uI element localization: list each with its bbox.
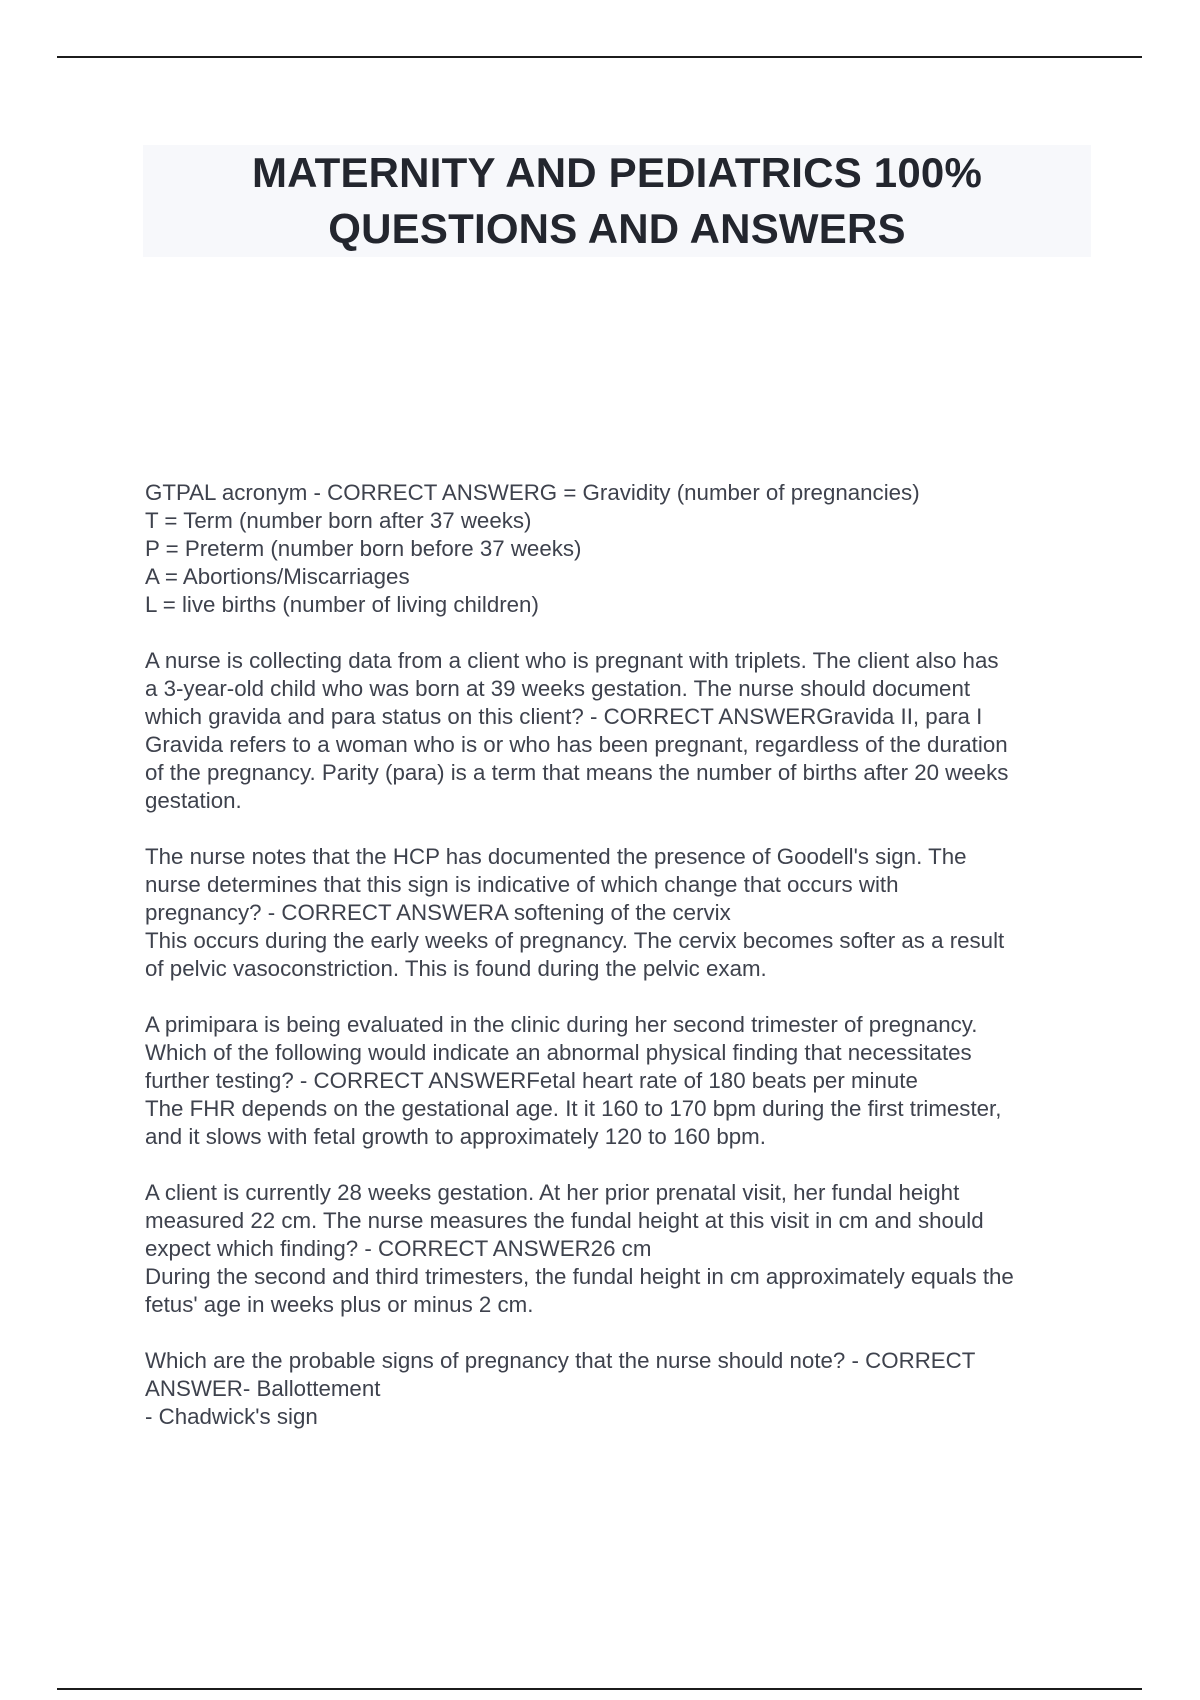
qa-line: pregnancy? - CORRECT ANSWERA softening of the cervix — [145, 900, 731, 925]
qa-line: A client is currently 28 weeks gestation. At her prior prenatal visit, her fundal height — [145, 1180, 960, 1205]
top-rule — [57, 56, 1142, 58]
qa-line: A nurse is collecting data from a client who is pregnant with triplets. The client also has — [145, 648, 999, 673]
qa-line: A = Abortions/Miscarriages — [145, 564, 410, 589]
document-title — [143, 145, 1091, 257]
qa-line: P = Preterm (number born before 37 weeks) — [145, 536, 582, 561]
qa-block-probable-signs — [145, 1347, 1095, 1431]
qa-line: L = live births (number of living children) — [145, 592, 539, 617]
qa-line: which gravida and para status on this client? - CORRECT ANSWERGravida II, para I — [145, 704, 983, 729]
qa-line: gestation. — [145, 788, 242, 813]
qa-line: The nurse notes that the HCP has documented the presence of Goodell's sign. The — [145, 844, 967, 869]
qa-line: a 3-year-old child who was born at 39 weeks gestation. The nurse should document — [145, 676, 971, 701]
bottom-rule — [57, 1688, 1142, 1690]
qa-block-goodells-sign — [145, 843, 1095, 983]
qa-line: Which of the following would indicate an abnormal physical finding that necessitates — [145, 1040, 972, 1065]
qa-line: - Chadwick's sign — [145, 1404, 318, 1429]
qa-line: During the second and third trimesters, the fundal height in cm approximately equals the — [145, 1264, 1014, 1289]
qa-line: nurse determines that this sign is indicative of which change that occurs with — [145, 872, 899, 897]
qa-content — [145, 479, 1095, 1459]
qa-line: T = Term (number born after 37 weeks) — [145, 508, 532, 533]
qa-line: fetus' age in weeks plus or minus 2 cm. — [145, 1292, 534, 1317]
qa-block-gtpal — [145, 479, 1095, 619]
qa-line: A primipara is being evaluated in the clinic during her second trimester of pregnancy. — [145, 1012, 978, 1037]
qa-line: of pelvic vasoconstriction. This is found during the pelvic exam. — [145, 956, 767, 981]
qa-line: expect which finding? - CORRECT ANSWER26 cm — [145, 1236, 652, 1261]
qa-block-fetal-heart-rate — [145, 1011, 1095, 1151]
qa-line: measured 22 cm. The nurse measures the fundal height at this visit in cm and should — [145, 1208, 984, 1233]
qa-line: and it slows with fetal growth to approximately 120 to 160 bpm. — [145, 1124, 766, 1149]
qa-line: further testing? - CORRECT ANSWERFetal heart rate of 180 beats per minute — [145, 1068, 918, 1093]
qa-block-fundal-height — [145, 1179, 1095, 1319]
qa-line: Which are the probable signs of pregnancy that the nurse should note? - CORRECT — [145, 1348, 976, 1373]
qa-line: This occurs during the early weeks of pregnancy. The cervix becomes softer as a result — [145, 928, 1005, 953]
qa-line: Gravida refers to a woman who is or who has been pregnant, regardless of the duration — [145, 732, 1008, 757]
qa-block-gravida-para — [145, 647, 1095, 815]
title-line-2: QUESTIONS AND ANSWERS — [328, 205, 906, 252]
qa-line: of the pregnancy. Parity (para) is a term that means the number of births after 20 weeks — [145, 760, 1009, 785]
title-line-1: MATERNITY AND PEDIATRICS 100% — [251, 149, 982, 196]
qa-line: ANSWER- Ballottement — [145, 1376, 381, 1401]
qa-line: GTPAL acronym - CORRECT ANSWERG = Gravidity (number of pregnancies) — [145, 480, 920, 505]
qa-line: The FHR depends on the gestational age. It it 160 to 170 bpm during the first trimester, — [145, 1096, 1002, 1121]
